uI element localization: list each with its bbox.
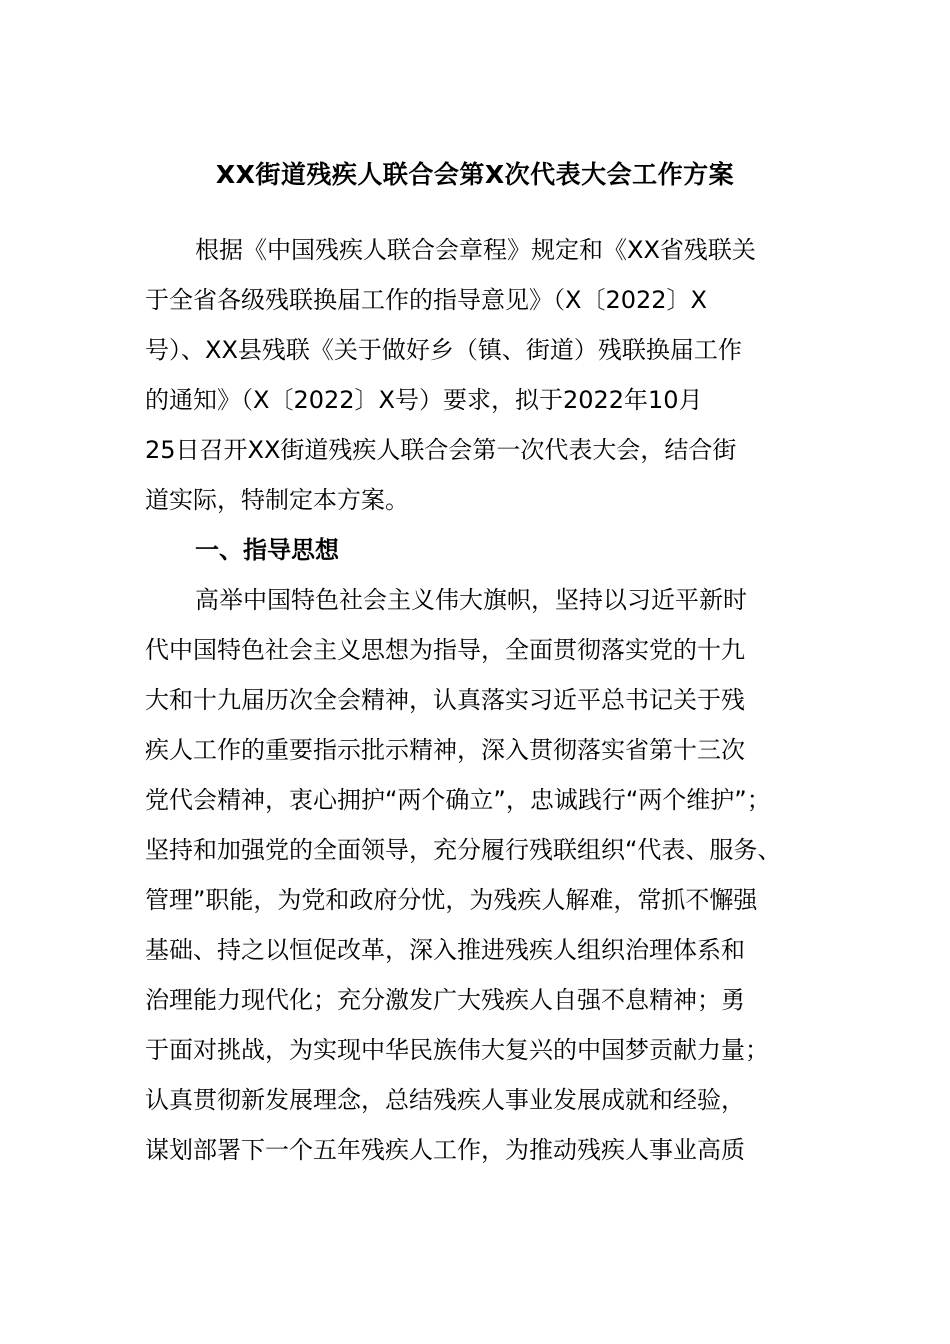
section-heading: 一、指导思想: [195, 536, 339, 564]
intro-line-4: 的通知》（X〔2022〕X号）要求，拟于2022年10月: [145, 386, 703, 414]
body-line-5: 党代会精神，衷心拥护“两个确立”，忠诚践行“两个维护”；: [145, 786, 771, 814]
intro-line-6: 道实际，特制定本方案。: [145, 486, 409, 514]
body-line-4: 疾人工作的重要指示批示精神，深入贯彻落实省第十三次: [145, 736, 745, 764]
body-line-10: 于面对挑战，为实现中华民族伟大复兴的中国梦贡献力量；: [145, 1036, 769, 1064]
intro-line-5: 25日召开XX街道残疾人联合会第一次代表大会，结合街: [145, 436, 737, 464]
body-line-6: 坚持和加强党的全面领导，充分履行残联组织“代表、服务、: [145, 836, 782, 864]
body-line-3: 大和十九届历次全会精神，认真落实习近平总书记关于残: [145, 686, 745, 714]
intro-line-3: 号）、XX县残联《关于做好乡（镇、街道）残联换届工作: [145, 336, 742, 364]
intro-line-1: 根据《中国残疾人联合会章程》规定和《XX省残联关: [195, 236, 756, 264]
body-line-9: 治理能力现代化；充分激发广大残疾人自强不息精神；勇: [145, 986, 745, 1014]
body-line-11: 认真贯彻新发展理念，总结残疾人事业发展成就和经验，: [145, 1086, 745, 1114]
body-line-1: 高举中国特色社会主义伟大旗帜，坚持以习近平新时: [195, 586, 747, 614]
body-line-7: 管理”职能，为党和政府分忧，为残疾人解难，常抓不懈强: [145, 886, 758, 914]
body-line-2: 代中国特色社会主义思想为指导，全面贯彻落实党的十九: [145, 636, 745, 664]
body-line-8: 基础、持之以恒促改革，深入推进残疾人组织治理体系和: [145, 936, 745, 964]
body-line-12: 谋划部署下一个五年残疾人工作，为推动残疾人事业高质: [145, 1136, 745, 1164]
intro-line-2: 于全省各级残联换届工作的指导意见》（X〔2022〕X: [145, 286, 707, 314]
document-title: XX街道残疾人联合会第X次代表大会工作方案: [215, 160, 735, 189]
